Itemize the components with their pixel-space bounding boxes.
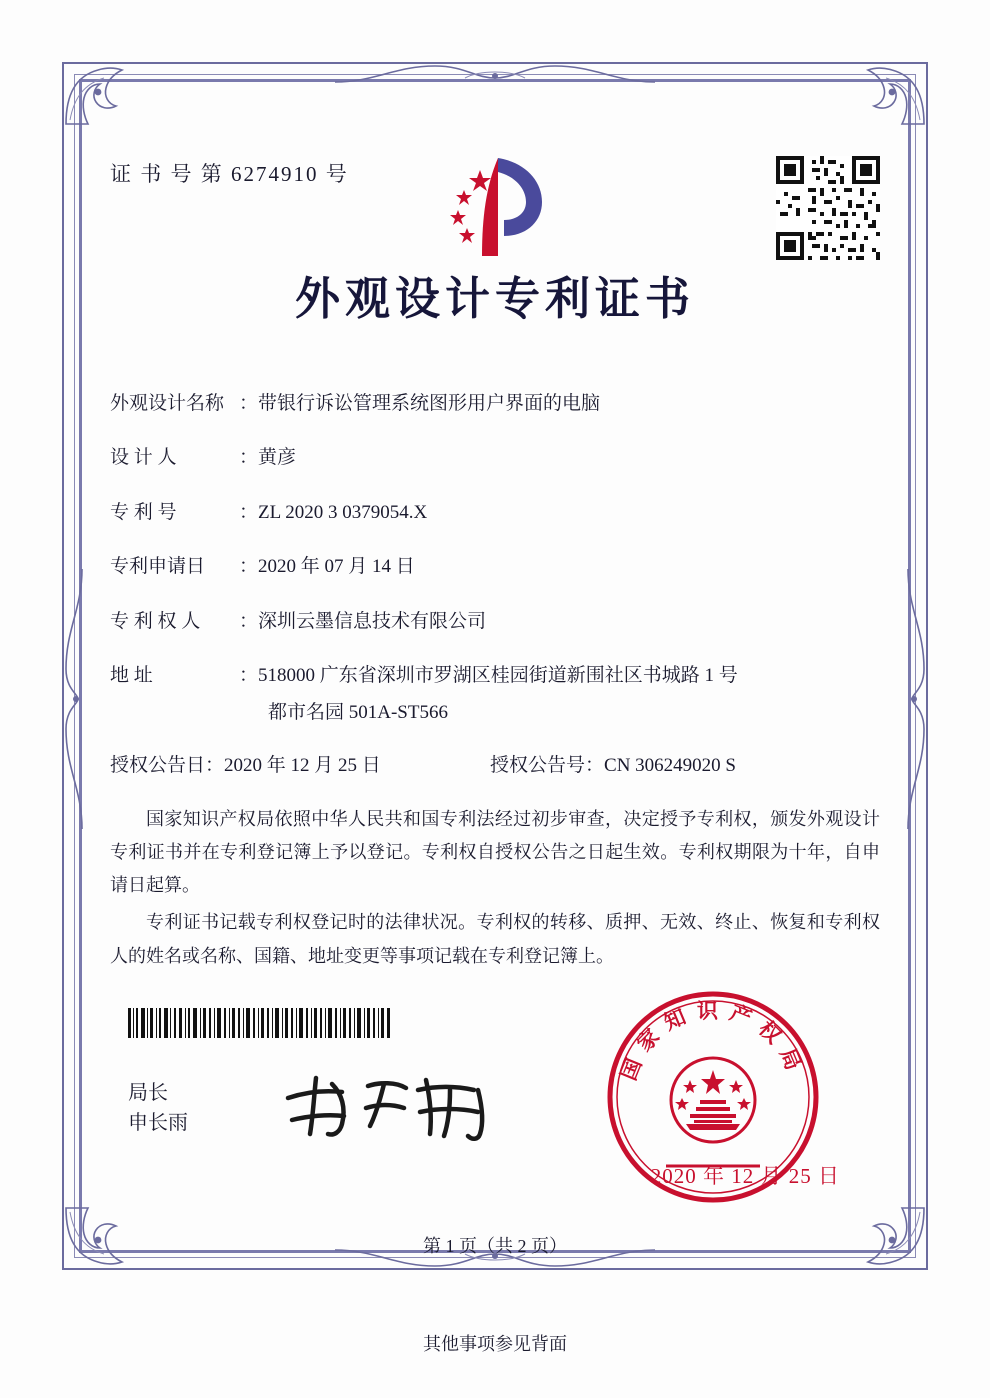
grant-announcement-row xyxy=(110,751,880,780)
field-row-design-name xyxy=(110,389,880,418)
grant-date-value: 2020 年 12 月 25 日 xyxy=(224,755,381,777)
page-title: 外观设计专利证书 xyxy=(294,272,695,325)
field-label: 设 计 人 ： xyxy=(110,447,258,469)
certificate-content xyxy=(110,120,880,977)
grant-number-value: CN 306249020 S xyxy=(604,755,736,777)
certificate-number: 证 书 号 第 6274910 号 xyxy=(110,162,349,186)
handwritten-signature-icon xyxy=(280,1068,500,1148)
footer-note: 其他事项参见背面 xyxy=(423,1334,567,1354)
field-row-address xyxy=(110,661,880,690)
field-value: ZL 2020 3 0379054.X xyxy=(258,501,428,523)
field-label: 专利申请日 ： xyxy=(110,556,258,578)
field-value: 带银行诉讼管理系统图形用户界面的电脑 xyxy=(258,393,601,414)
field-value: 黄彦 xyxy=(258,447,297,469)
seal-date: 2020 年 12 月 25 日 xyxy=(650,1164,840,1188)
corner-ornament-icon xyxy=(64,64,126,126)
svg-text:国家知识产权局: 国家知识产权局 xyxy=(615,997,811,1084)
edge-ornament-top-icon xyxy=(335,56,655,90)
field-row-designer xyxy=(110,443,880,472)
corner-ornament-icon xyxy=(864,64,926,126)
page-indicator: 第 1 页（共 2 页） xyxy=(423,1236,567,1256)
director-block xyxy=(128,1078,188,1138)
field-row-patent-number xyxy=(110,498,880,527)
director-label: 局长 xyxy=(128,1082,168,1104)
legal-paragraph-1: 国家知识产权局依照中华人民共和国专利法经过初步审查，决定授予专利权，颁发外观设计专利证书并在专利登记簿上予以登记。专利权自授权公告之日起生效。专利权期限为十年，自申请日起算。 xyxy=(110,808,880,896)
grant-number-group: 授权公告号：CN 306249020 S xyxy=(490,755,736,777)
director-name: 申长雨 xyxy=(128,1112,188,1134)
field-label: 专 利 号 ： xyxy=(110,501,258,523)
field-value: 深圳云墨信息技术有限公司 xyxy=(258,610,487,632)
address-second-line: 都市名园 501A-ST566 xyxy=(268,701,448,723)
cnipa-logo-icon xyxy=(420,148,570,268)
legal-paragraph-2: 专利证书记载专利权登记时的法律状况。专利权的转移、质押、无效、终止、恢复和专利权人的姓名或名称、国籍、地址变更等事项记载在专利登记簿上。 xyxy=(110,912,880,966)
field-value: 518000 广东省深圳市罗湖区桂园街道新围社区书城路 1 号 xyxy=(258,665,738,687)
grant-number-label: 授权公告号 xyxy=(490,755,586,777)
edge-ornament-left-icon xyxy=(56,569,90,829)
barcode xyxy=(128,1008,390,1038)
field-row-patentee xyxy=(110,607,880,636)
edge-ornament-right-icon xyxy=(900,569,934,829)
grant-date-label: 授权公告日 xyxy=(110,755,206,777)
qr-code xyxy=(776,156,880,260)
field-list xyxy=(110,389,880,781)
field-label: 外观设计名称 ： xyxy=(110,393,258,414)
field-label: 专 利 权 人 ： xyxy=(110,610,258,632)
field-label: 地 址 ： xyxy=(110,665,258,687)
field-row-application-date xyxy=(110,552,880,581)
field-value: 2020 年 07 月 14 日 xyxy=(258,556,415,578)
grant-date-group: 授权公告日：2020 年 12 月 25 日 xyxy=(110,755,381,777)
